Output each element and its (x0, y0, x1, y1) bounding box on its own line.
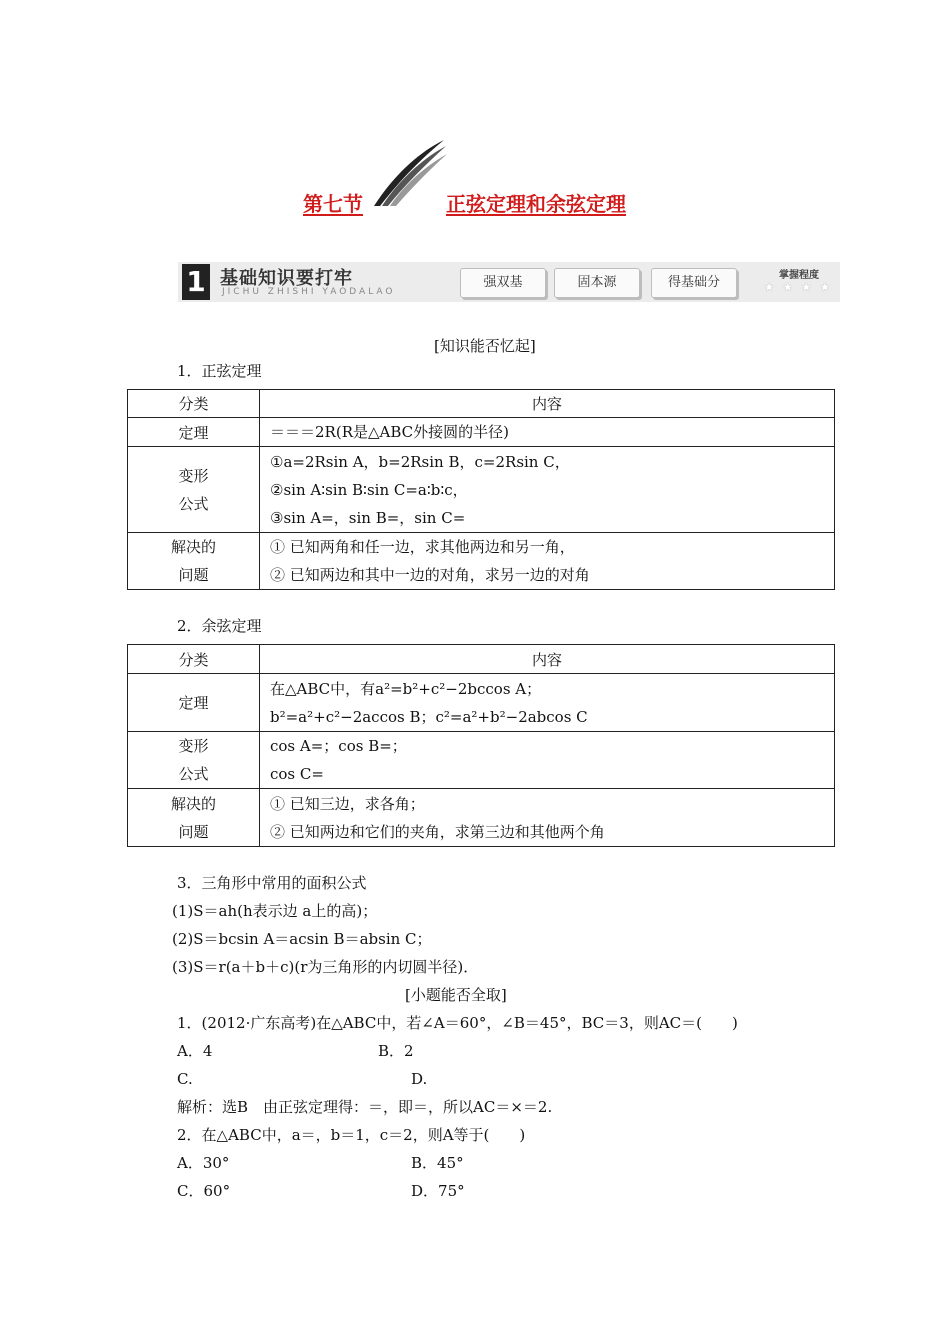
table-row (128, 674, 835, 732)
row-label: 变形 (178, 737, 209, 755)
mastery-level-label: 掌握程度 (779, 270, 819, 281)
header-category: 分类 (128, 645, 260, 674)
question-1-option-c: C. (177, 1070, 193, 1088)
formula-line: ③sin A=，sin B=，sin C= (270, 508, 466, 527)
problem-line: ② 已知两边和其中一边的对角，求另一边的对角 (270, 566, 590, 584)
chapter-title (0, 138, 950, 218)
banner-button-strengthen[interactable]: 强双基 (460, 268, 546, 298)
formula-line: ①a=2Rsin A，b=2Rsin B，c=2Rsin C， (270, 452, 570, 471)
problem-line: ① 已知两角和任一边，求其他两边和另一角， (270, 538, 575, 556)
banner-title: 基础知识要打牢 (220, 268, 353, 289)
header-category: 分类 (128, 390, 260, 418)
cosine-law-table (127, 644, 835, 847)
row-label: 问题 (178, 822, 209, 841)
row-label: 解决的 (170, 794, 216, 813)
question-1-stem: 1．(2012·广东高考)在△ABC中，若∠A＝60°，∠B＝45°，BC＝3，则AC＝( ) (177, 1014, 738, 1032)
table-header-row (128, 390, 835, 418)
row-label: 定理 (128, 418, 260, 447)
table-row (128, 418, 835, 447)
row-label: 定理 (128, 674, 260, 732)
formula-line: cos A=；cos B=； (270, 737, 407, 755)
section-topic-title: 正弦定理和余弦定理 (446, 192, 626, 216)
sine-law-table (127, 389, 835, 590)
question-2-option-a: A．30° (177, 1154, 230, 1172)
area-formula-line: (3)S＝r(a＋b＋c)(r为三角形的内切圆半径)． (172, 958, 479, 976)
theorem-text: ＝＝＝2R(R是△ABC外接圆的半径) (270, 423, 509, 441)
table-row (128, 789, 835, 847)
formula-line: ②sin A∶sin B∶sin C=a∶b∶c， (270, 480, 468, 499)
section-heading-practice: [小题能否全取] (405, 986, 507, 1004)
item-sine-law-heading: 1．正弦定理 (177, 362, 262, 380)
section-banner (178, 262, 840, 302)
banner-button-foundation[interactable]: 固本源 (554, 268, 640, 298)
swoosh-decoration-icon (372, 138, 448, 208)
question-2-option-b: B．45° (411, 1154, 464, 1172)
question-2-option-d: D．75° (411, 1182, 465, 1200)
problem-line: ① 已知三边，求各角； (270, 794, 425, 813)
question-2-option-c: C．60° (177, 1182, 231, 1200)
table-header-row (128, 645, 835, 674)
theorem-line: b²=a²+c²−2accos B；c²=a²+b²−2abcos C (270, 707, 588, 726)
row-label: 解决的 (170, 538, 216, 556)
formula-line: cos C= (270, 765, 324, 783)
header-content: 内容 (260, 645, 835, 674)
item-area-formula-heading: 3．三角形中常用的面积公式 (177, 874, 367, 892)
area-formula-line: (1)S＝ah(h表示边 a上的高)； (172, 902, 378, 920)
mastery-stars-icon: ★ ★ ★ ★ (763, 280, 833, 294)
theorem-line: 在△ABC中，有a²=b²+c²−2bccos A； (270, 679, 542, 698)
banner-button-basic-score[interactable]: 得基础分 (651, 268, 737, 298)
problem-line: ② 已知两边和它们的夹角，求第三边和其他两个角 (270, 822, 605, 841)
question-1-option-b: B．2 (378, 1042, 414, 1060)
banner-number: 1 (182, 264, 210, 300)
section-heading-recall: [知识能否忆起] (434, 337, 536, 355)
row-label: 问题 (178, 566, 209, 584)
header-content: 内容 (260, 390, 835, 418)
table-row (128, 732, 835, 789)
table-row (128, 447, 835, 533)
row-label: 变形 (178, 466, 209, 485)
area-formula-line: (2)S＝bcsin A＝acsin B＝absin C； (172, 930, 432, 948)
question-2-stem: 2．在△ABC中，a＝，b＝1，c＝2，则A等于( ) (177, 1126, 526, 1144)
question-1-analysis: 解析：选B 由正弦定理得：＝，即＝，所以AC＝×＝2. (177, 1098, 553, 1116)
row-label: 公式 (178, 765, 209, 783)
table-row (128, 533, 835, 590)
item-cosine-law-heading: 2．余弦定理 (177, 617, 262, 635)
section-number-title: 第七节 (303, 192, 363, 216)
banner-subtitle: JICHU ZHISHI YAODALAO (222, 287, 396, 297)
question-1-option-a: A．4 (177, 1042, 213, 1060)
question-1-option-d: D. (411, 1070, 428, 1088)
row-label: 公式 (178, 494, 209, 513)
